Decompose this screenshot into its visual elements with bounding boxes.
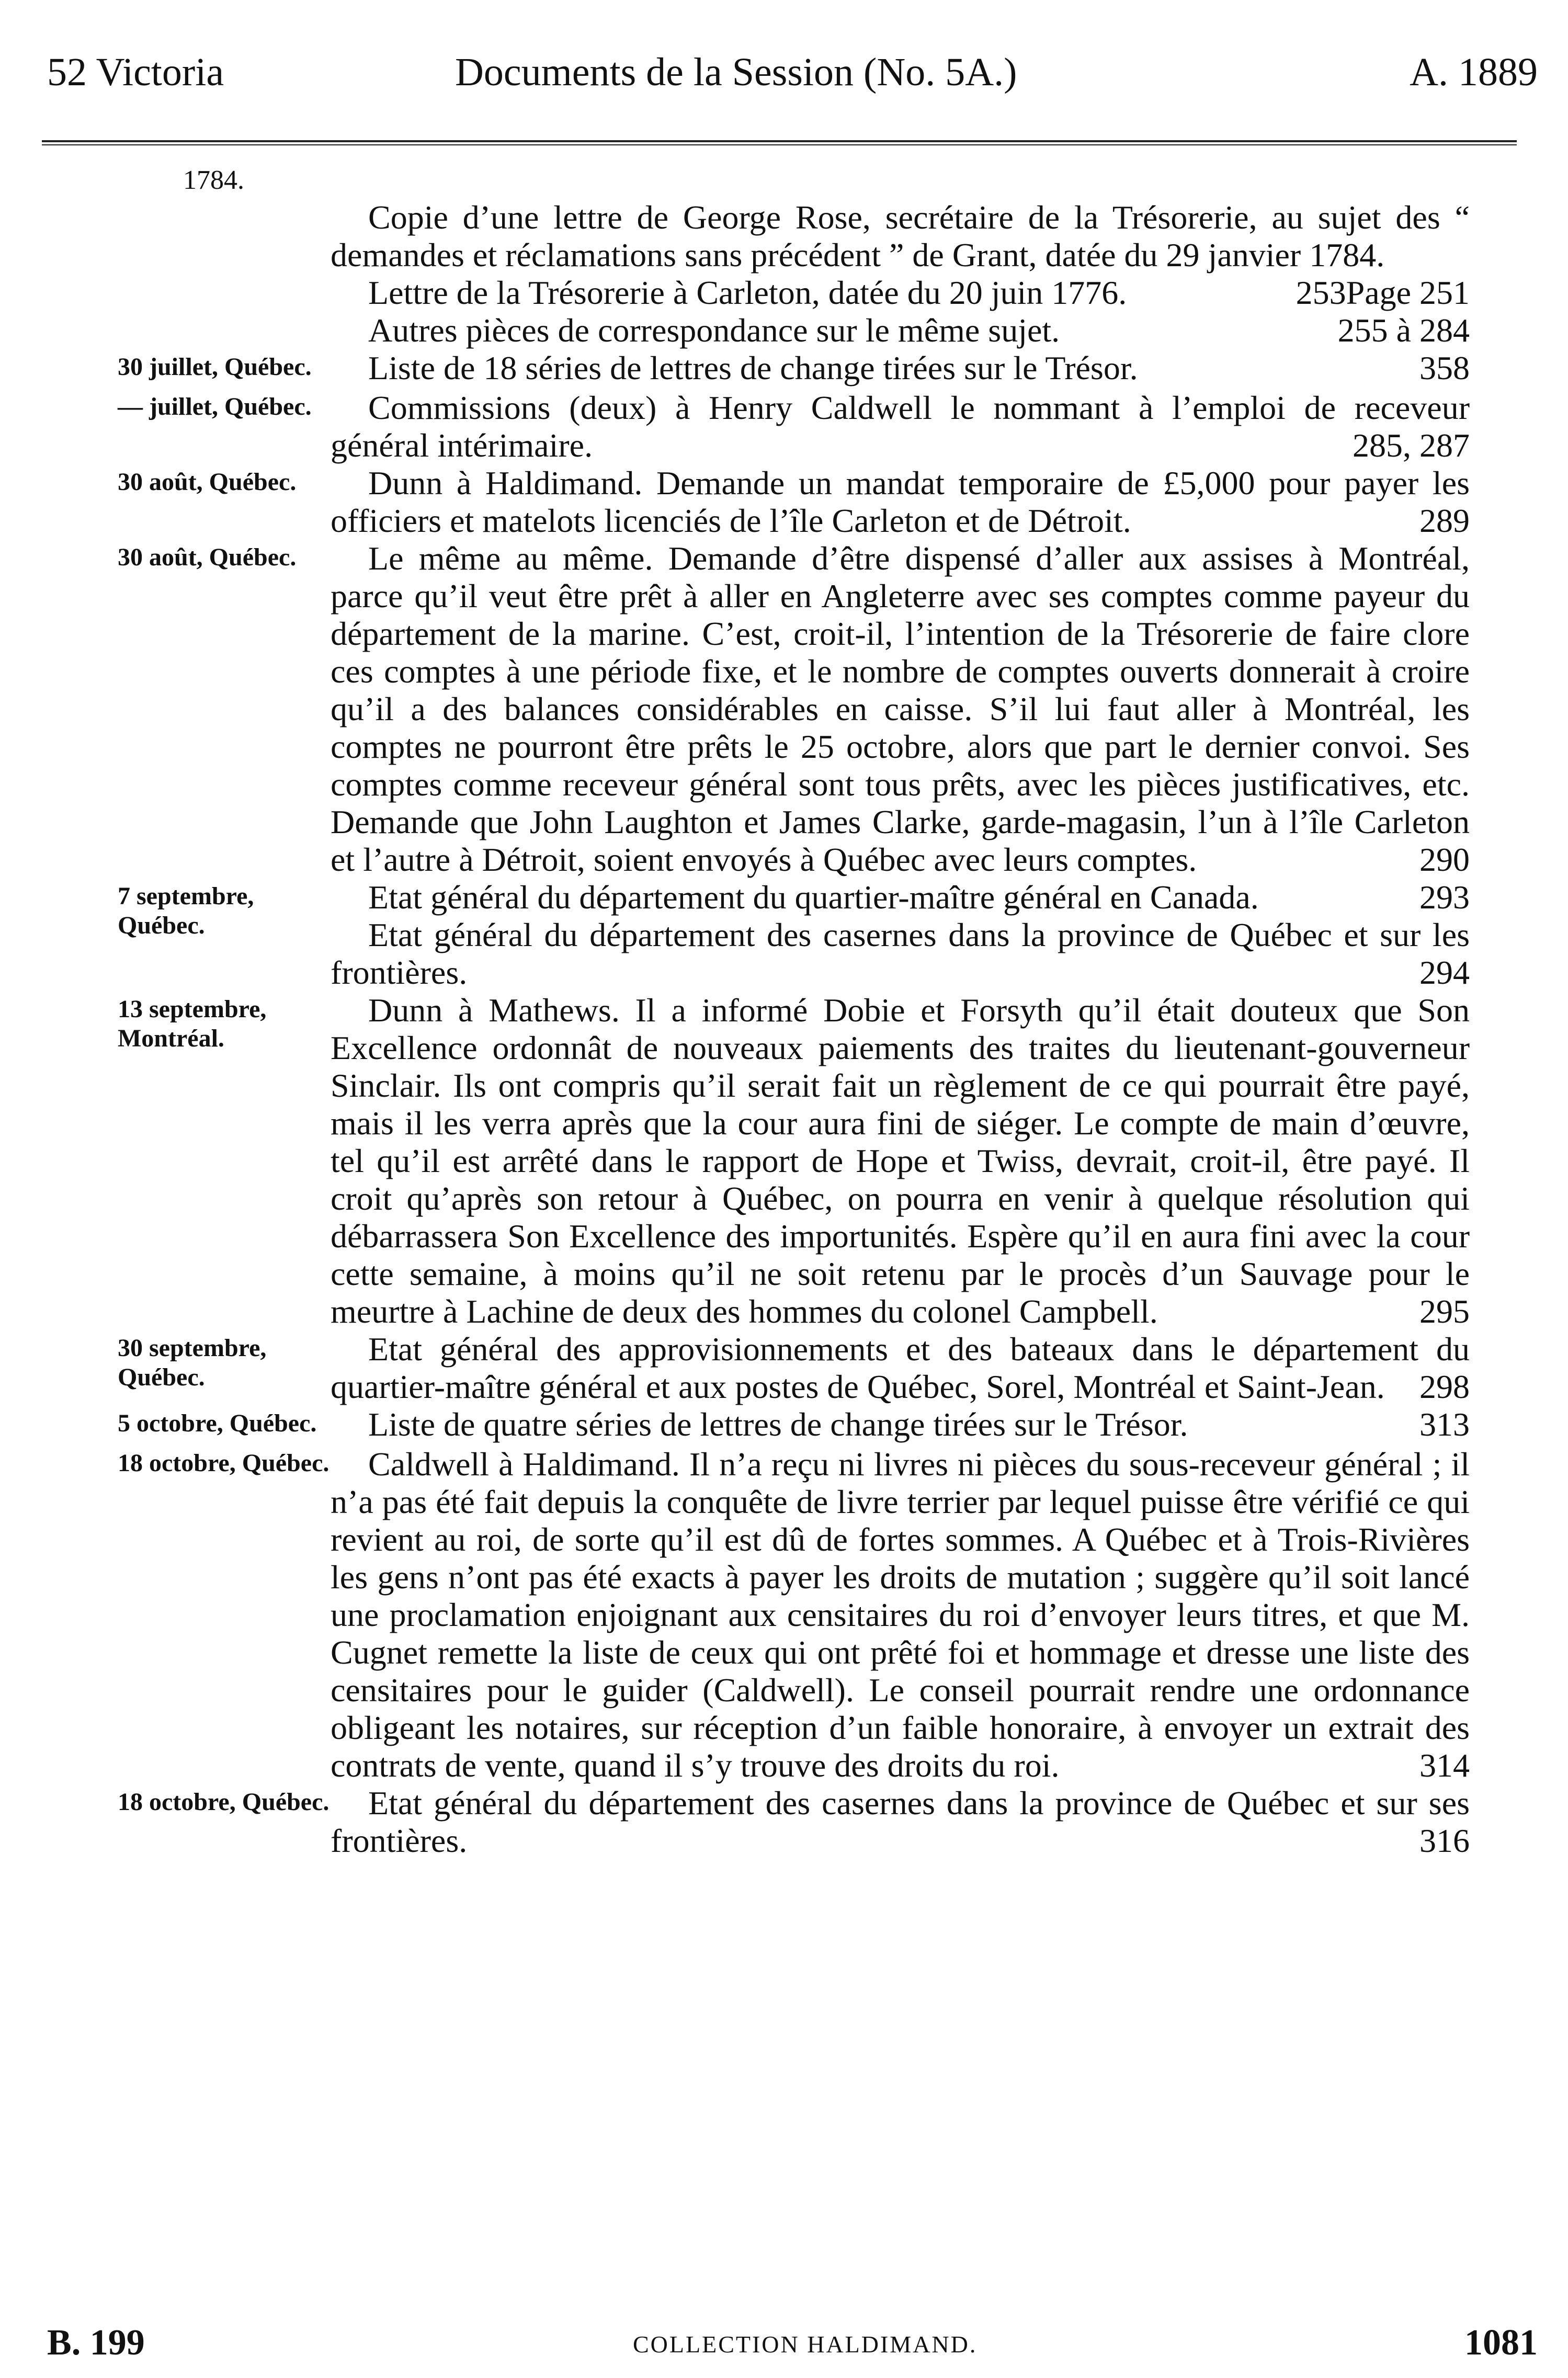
entry — [0, 389, 1568, 464]
page-header — [47, 50, 1538, 107]
entry-page: Page 251 — [1346, 274, 1470, 311]
entry-page: 295 — [1419, 1293, 1470, 1330]
entry-date: 7 septembre, Québec. — [118, 882, 254, 939]
page-number: 1081 — [1464, 2323, 1538, 2363]
entry-text — [331, 464, 1470, 540]
entry-page: 290 — [1419, 841, 1470, 878]
entry — [0, 464, 1568, 540]
entry-page: 255 à 284 — [1337, 312, 1470, 349]
entry-date: 18 octobre, Québec. — [118, 1788, 329, 1816]
entry — [0, 312, 1568, 349]
footer-series: B. 199 — [47, 2323, 145, 2363]
entry-body: Lettre de la Trésorerie à Carleton, datée du 20 juin 1776. — [368, 274, 1127, 311]
entry-text — [331, 274, 1470, 312]
entry — [0, 992, 1568, 1330]
header-rule — [42, 140, 1517, 145]
entry-body: Dunn à Haldimand. Demande un mandat temporaire de £5,000 pour payer les officiers et matelots licenciés de l’île Carleton et de Détroit. — [331, 464, 1470, 539]
entry-body: Etat général du département des casernes dans la province de Québec et sur ses frontières. — [331, 1784, 1470, 1859]
entry-body: Liste de 18 séries de lettres de change tirées sur le Trésor. — [368, 349, 1138, 386]
entry-page: 313 — [1419, 1406, 1470, 1443]
entry-date: 5 octobre, Québec. — [118, 1409, 317, 1437]
year-label: 1784. — [183, 165, 244, 195]
page-footer — [47, 2322, 1538, 2369]
entry-body: Commissions (deux) à Henry Caldwell le nommant à l’emploi de receveur général intérimaire. — [331, 389, 1470, 464]
entry — [0, 1784, 1568, 1860]
entry-text — [331, 312, 1470, 349]
entry — [0, 1330, 1568, 1406]
entry-page: 316 — [1419, 1822, 1470, 1859]
entry-date: — juillet, Québec. — [118, 393, 312, 420]
entry-body: Le même au même. Demande d’être dispensé d’aller aux assises à Montréal, parce qu’il veut être prêt à aller en Angleterre avec ses comptes comme payeur du département de la marine. C’est, croit-il, l’intention de la Trésorerie de faire clore ces comptes à une période fixe, et le nombre de comptes ouverts donnerait à croire qu’il a des balances considérables en caisse. S’il lui faut aller à Montréal, les comptes ne pourront être prêts le 25 octobre, alors que part le dernier convoi. Ses comptes comme receveur général sont tous prêts, avec les pièces justificatives, etc. Demande que John Laughton et James Clarke, garde-magasin, l’un à l’île Carleton et l’autre à Détroit, soient envoyés à Québec avec leurs comptes. — [331, 540, 1470, 878]
entry — [0, 540, 1568, 879]
entry — [0, 879, 1568, 939]
entry — [0, 1446, 1568, 1784]
entry-text — [331, 540, 1470, 879]
entry-body: Liste de quatre séries de lettres de change tirées sur le Trésor. — [368, 1406, 1188, 1443]
entry-page: 285, 287 — [1353, 427, 1470, 464]
entry-body: Etat général du département du quartier-maître général en Canada. — [368, 879, 1259, 916]
header-title: Documents de la Session (No. 5A.) — [455, 50, 1017, 94]
entry-page: 253 — [1296, 274, 1346, 311]
entry-text — [331, 1330, 1470, 1406]
entry-body: Autres pièces de correspondance sur le même sujet. — [368, 312, 1060, 349]
entry-page: 298 — [1419, 1368, 1470, 1405]
entry — [0, 916, 1568, 992]
entry-text — [331, 389, 1470, 464]
entry-date: 30 août, Québec. — [118, 468, 297, 496]
footer-collection: COLLECTION HALDIMAND. — [633, 2331, 978, 2358]
calendar-entries — [0, 162, 1568, 1860]
header-session: 52 Victoria — [47, 50, 224, 94]
entry — [0, 349, 1568, 387]
entry-date: 13 septembre, Montréal. — [118, 995, 267, 1052]
entry — [0, 1406, 1568, 1443]
entry-date: 30 août, Québec. — [118, 543, 297, 571]
header-year: A. 1889 — [1410, 50, 1538, 94]
entry-text — [331, 1784, 1470, 1860]
entry-text — [331, 1446, 1470, 1784]
entry-body: Dunn à Mathews. Il a informé Dobie et Forsyth qu’il était douteux que Son Excellence ordonnât de nouveaux paiements des traites du lieutenant-gouverneur Sinclair. Ils ont compris qu’il serait fait un règlement de ce qui pourrait être payé, mais il les verra après que la cour aura fini de siéger. Le compte de main d’œuvre, tel qu’il est arrêté dans le rapport de Hope et Twiss, devrait, croit-il, être payé. Il croit qu’après son retour à Québec, on pourra en venir à quelque résolution qui débarrassera Son Excellence des importunités. Espère qu’il en aura fini avec la cour cette semaine, à moins qu’il ne soit retenu par le procès d’un Sauvage pour le meurtre à Lachine de deux des hommes du colonel Campbell. — [331, 992, 1470, 1330]
entry-body: Etat général du département des casernes dans la province de Québec et sur les frontières. — [331, 916, 1470, 991]
entry-body: Copie d’une lettre de George Rose, secrétaire de la Trésorerie, au sujet des “ demandes et réclamations sans précédent ” de Grant, datée du 29 janvier 1784. — [331, 199, 1470, 274]
entry-page: 358 — [1419, 349, 1470, 386]
entry-text — [331, 992, 1470, 1330]
entry-page: 289 — [1419, 502, 1470, 539]
entry-page: 294 — [1419, 954, 1470, 991]
entry-date: 30 septembre, Québec. — [118, 1334, 267, 1391]
entry-text — [331, 879, 1470, 916]
entry-text — [331, 916, 1470, 992]
entry-date: 18 octobre, Québec. — [118, 1449, 329, 1477]
entry-page: 314 — [1419, 1747, 1470, 1784]
entry-text — [331, 349, 1470, 387]
entry-page: 293 — [1419, 879, 1470, 916]
entry-body: Caldwell à Haldimand. Il n’a reçu ni livres ni pièces du sous-receveur général ; il n’a pas été fait depuis la conquête de livre terrier par lequel puisse être vérifié ce qui revient au roi, de sorte qu’il est dû de fortes sommes. A Québec et à Trois-Rivières les gens n’ont pas été exacts à payer les droits de mutation ; suggère qu’il soit lancé une proclamation enjoignant aux censitaires du roi d’envoyer leurs titres, et que M. Cugnet remette la liste de ceux qui ont prêté foi et hommage et dresse une liste des censitaires pour le guider (Caldwell). Le conseil pourrait rendre une ordonnance obligeant les notaires, sur réception d’un faible honoraire, à envoyer un extrait des contrats de vente, quand il s’y trouve des droits du roi. — [331, 1446, 1470, 1784]
entry — [0, 274, 1568, 312]
entry-date: 30 juillet, Québec. — [118, 353, 312, 381]
entry-text — [331, 1406, 1470, 1443]
entry-body: Etat général des approvisionnements et des bateaux dans le département du quartier-maître général et aux postes de Québec, Sorel, Montréal et Saint-Jean. — [331, 1330, 1470, 1405]
